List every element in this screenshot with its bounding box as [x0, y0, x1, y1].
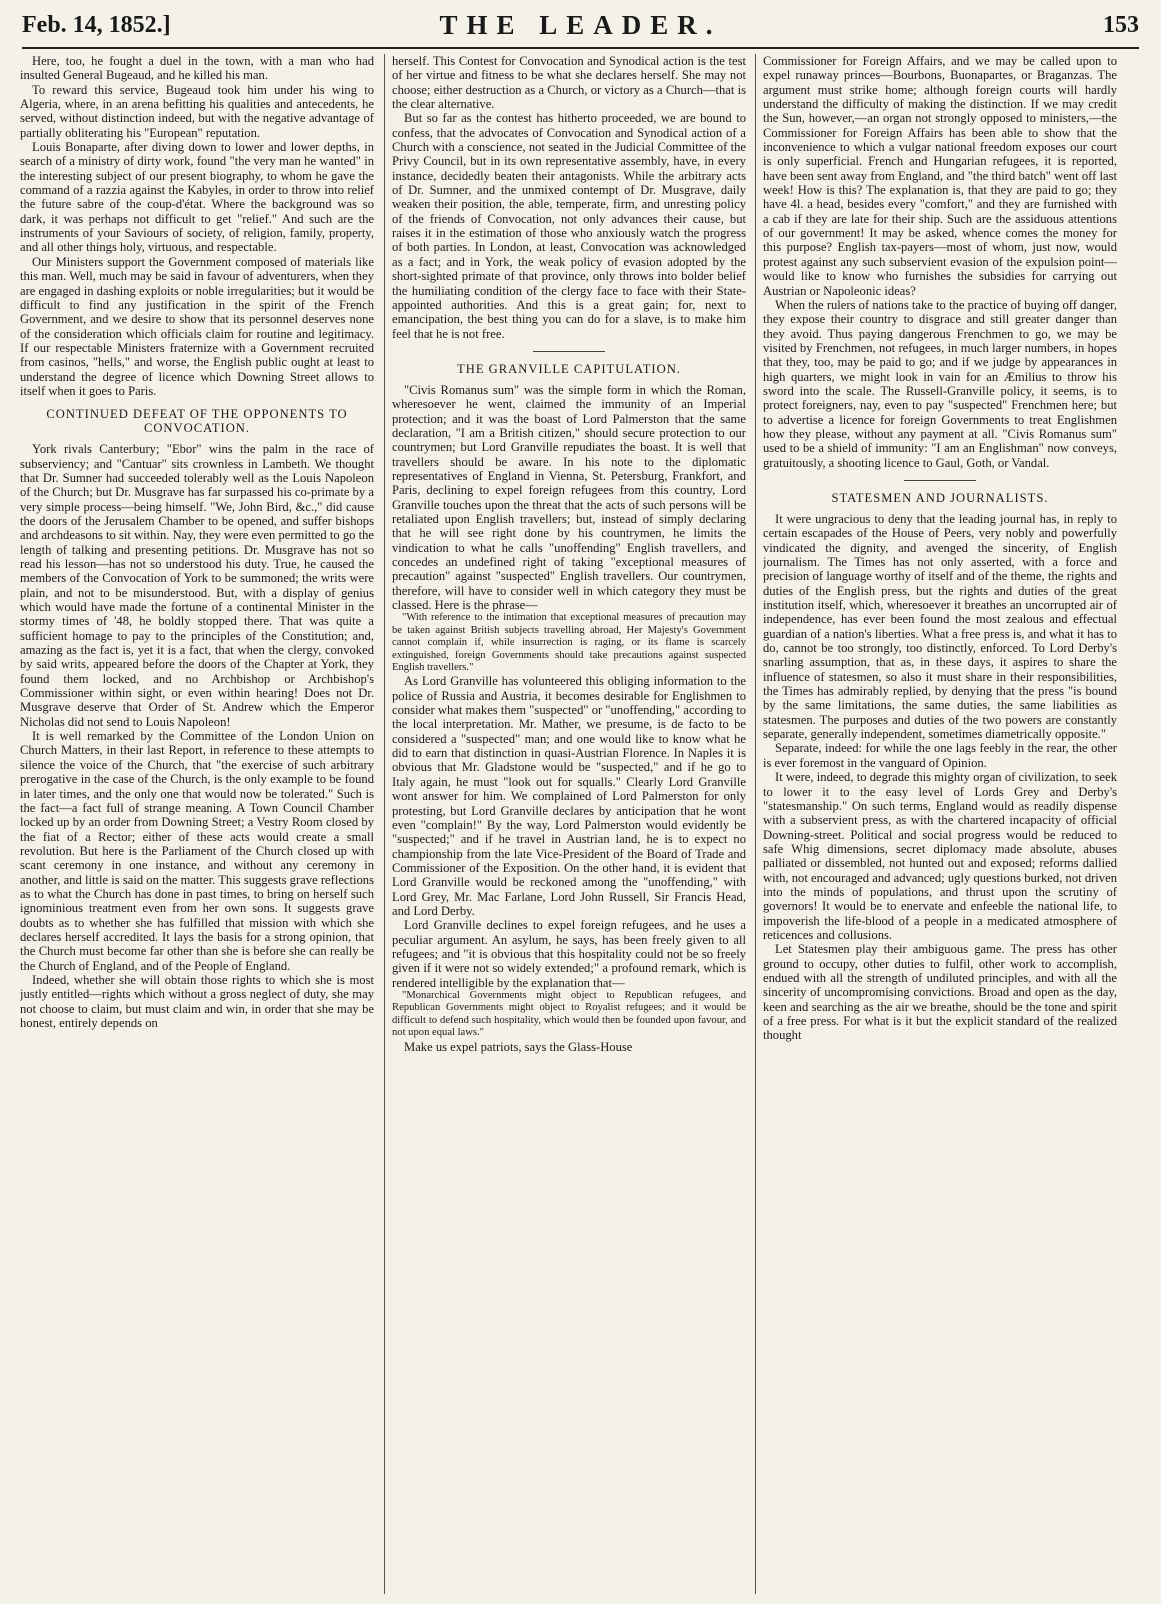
paragraph: It were, indeed, to degrade this mighty organ of civilization, to seek to lower it to the easy level of Lords Grey and Derby's "statesmanship." On such terms, England would as readily dispense with a subservient press, as with the chartered incapacity of official Downing-street. Political and social progress would be reduced to safe Whig dimensions, secret diplomacy made absolute, abuses palliated or dissembled, not hunted out and exposed; reforms dallied with, not encouraged and advanced; ugly questions burked, not driven into the minds of populations, and thrust upon the scrutiny of governors! It would be to enervate and enfeeble the national life, to impoverish the life-blood of a people in a medicated atmosphere of reticences and collusions.	[763, 770, 1117, 942]
block-quote	[392, 990, 746, 1040]
column-3	[763, 54, 1117, 1594]
page-header	[22, 10, 1139, 46]
section-divider	[904, 480, 976, 481]
paragraph: Here, too, he fought a duel in the town, with a man who had insulted General Bugeaud, and he killed his man.	[20, 54, 374, 83]
column-rule-1	[384, 54, 385, 1594]
paragraph: It is well remarked by the Committee of the London Union on Church Matters, in their last Report, in reference to these attempts to silence the voice of the Church, that "the exercise of such arbitrary prerogative in the case of the Church, is the only example to be found in later times, and the only one that would now be tolerated." Such is the fact—a fact full of strange meaning. A Town Council Chamber locked up by an order from Downing Street; a Vestry Room closed by the fiat of a Rector; either of these acts would create a small revolution. But here is the Parliament of the Church closed up with scant ceremony in one instance, and without any ceremony in another, and little is said on the matter. This suggests grave reflections as to what the Church has done in past times, to bring on herself such ignominious treatment even from her own sons. It suggests grave doubts as to whether she has fulfilled that mission with which she declares herself accredited. It lays the basis for a strong opinion, that the Church must become far other than she is before she can really be the Church of England, and of the People of England.	[20, 729, 374, 973]
paragraph: When the rulers of nations take to the practice of buying off danger, they expose their country to disgrace and still greater danger than they avoid. Thus paying dangerous Frenchmen to go, we may be visited by Frenchmen, not refugees, in much larger numbers, in hopes that they, too, may be paid to go; and if we judge by appearances in high quarters, we might look in vain for an Æmilius to throw his sword into the scale. The Russell-Granville policy, it seems, is to protect foreigners, nay, even to pay "suspected" Frenchmen here; but to advertise a licence for foreign Governments to treat Englishmen how they please, without any payment at all. "Civis Romanus sum" used to be a shield of immunity: "I am an Englishman" now conveys, gratuitously, a shooting licence to Gaul, Goth, or Vandal.	[763, 297, 1117, 470]
block-quote	[392, 612, 746, 674]
header-rule	[22, 47, 1139, 49]
paragraph: It were ungracious to deny that the leading journal has, in reply to certain escapades of the House of Peers, very nobly and powerfully vindicated the dignity, and avenged the sincerity, of English journalism. The Times has not only asserted, with a force and precision of language worthy of itself and of the theme, the rights and duties of the English press, but the rights and duties of the great institution itself, which, wheresoever it breathes an uncorrupted air of independence, has ever been found the most zealous and effectual guardian of a nation's liberties. What a free press is, and what it has to do, cannot be too strongly, too distinctly, enforced. To Lord Derby's snarling assumption, that as, in these days, it aspires to share the influence of statesmen, so also it must share in their responsibilities, the Times has admirably replied, by denying that the press "is bound by the same limitations, the same duties, the same liabilities as statesmen. The purposes and duties of the two powers are constantly separate, generally independent, sometimes diametrically opposite."	[763, 511, 1117, 742]
page-number: 153	[1103, 12, 1139, 38]
paragraph: Indeed, whether she will obtain those rights to which she is most justly entitled—rights which without a gross neglect of duty, she may not choose to claim, but must claim and win, in order that she may be honest, entirely depends on	[20, 972, 374, 1030]
paragraph: Lord Granville declines to expel foreign refugees, and he uses a peculiar argument. An asylum, he says, has been freely given to all refugees; and "it is obvious that this hospitality could not be so freely given if it were not so widely extended;" a profound remark, which is rendered intelligible by the explanation that—	[392, 918, 746, 990]
paragraph: "Civis Romanus sum" was the simple form in which the Roman, wheresoever he went, claimed the immunity of an Imperial protection; and it was the boast of Lord Palmerston that the same declaration, "I am a British citizen," should secure protection to our countrymen; but Lord Granville repudiates the boast. It is well that travellers should be aware. In his note to the diplomatic representatives of England in Vienna, St. Petersburg, Frankfort, and Paris, declining to expel foreign refugees from this country, Lord Granville touches upon the threat that the acts of such persons will be retaliated upon English travellers; but, instead of simply declaring that he will see right done by his countrymen, he limits the vindication to what he calls "unoffending" English travellers, and concedes an undefined right of taking "exceptional measures of precaution" against "suspected" English travellers. Our countrymen, therefore, will have to consider well in which category they must be classed. Here is the phrase—	[392, 382, 746, 613]
masthead-title: THE LEADER.	[439, 10, 722, 40]
paragraph: York rivals Canterbury; "Ebor" wins the palm in the race of subserviency; and "Cantuar" sits crownless in Lambeth. We thought that Dr. Sumner had succeeded tolerably well as the Louis Napoleon of the Church; but Dr. Musgrave has far surpassed his co-primate by a very simple process—being himself. "We, John Bird, &c.," did cause the doors of the Jerusalem Chamber to be opened, and suffer bishops and archdeasons to sit within. Nay, they were even permitted to go the length of talking and presenting petitions. Dr. Musgrave has not so read his lesson—has not so understood his duty. True, he caused the members of the Convocation of York to be summoned; the writs were plain, and not to be misunderstood. But, with a display of genius which would have made the fortune of a continental Minister in the stormy times of '48, he boldly stopped there. That was quite a sufficient homage to pay to the principles of the Constitution; and, amazing as the fact is, yet it is a fact, that when the clergy, convoked by said writs, appeared before the doors of the Chapter at York, they found them locked, and no Archbishop or Archbishop's Commissioner within sight, or even within hearing! Does not Dr. Musgrave deserve that Order of St. Andrew which the Emperor Nicholas did not send to Louis Napoleon!	[20, 442, 374, 729]
paragraph: Our Ministers support the Government composed of materials like this man. Well, much may be said in favour of adventurers, when they are engaged in dashing exploits or noble irregularities; but it would be difficult to find any justification in the spirit of the French Government, and we desire to show that its personnel deserves none of the consideration which officials claim for routine and legitimacy. If our respectable Ministers fraternize with a Government recruited from casinos, "hells," and worse, the English public ought at least to understand the degree of licence which Downing Street allows to itself when it goes to Paris.	[20, 254, 374, 398]
paragraph: To reward this service, Bugeaud took him under his wing to Algeria, where, in an arena befitting his qualities and antecedents, he served, without distinction indeed, but with the negative advantage of partially obliterating his "European" reputation.	[20, 82, 374, 140]
article-heading-statesmen: STATESMEN AND JOURNALISTS.	[831, 490, 1049, 505]
paragraph: herself. This Contest for Convocation and Synodical action is the test of her virtue and fitness to be what she declares herself. She may not choose; either destruction as a Church, or victory as a Church—that is the clear alternative.	[392, 54, 746, 112]
paragraph: Louis Bonaparte, after diving down to lower and lower depths, in search of a ministry of dirty work, found "the very man he wanted" in the interesting subject of our present biography, to whom he gave the command of a razzia against the Kabyles, in order to throw into relief the future sabre of the coup-d'état. Where the background was so dark, it was perhaps not difficult to get "relief." And such are the instruments of your Saviours of society, of religion, family, property, and all other things holy, virtuous, and respectable.	[20, 140, 374, 255]
paragraph: Separate, indeed: for while the one lags feebly in the rear, the other is ever foremost in the vanguard of Opinion.	[763, 741, 1117, 770]
paragraph: As Lord Granville has volunteered this obliging information to the police of Russia and Austria, it becomes desirable for Englishmen to consider what makes them "suspected" or "unoffending," according to the local interpretation. Mr. Mather, we presume, is de facto to be considered a "suspected" man; and one would like to know what he did to earn that distinction in quasi-Austrian Florence. In Naples it is obvious that Mr. Gladstone would be "suspected," and if he go to Italy again, he must "look out for squalls." Clearly Lord Granville wont answer for him. We complained of Lord Palmerston for only protesting, but Lord Granville declares by anticipation that he wont even "complain!" By the way, Lord Palmerston would evidently be "suspected;" and if he travel in Austrian land, he is to expect no championship from the late Vice-President of the Board of Trade and Commissioner of the Exposition. On the other hand, it is evident that Lord Granville would be reckoned among the "unoffending," with Lord Grey, Mr. Mac Farlane, Lord John Russell, Sir Francis Head, and Lord Derby.	[392, 674, 746, 918]
article-heading-convocation: CONTINUED DEFEAT OF THE OPPONENTS TO CONVOCATION.	[46, 407, 348, 436]
paragraph: Commissioner for Foreign Affairs, and we may be called upon to expel runaway princes—Bourbons, Buonapartes, or Braganzas. The argument must strike home; although foreign courts will hardly understand the difficulty of making the distinction. If we may credit the Sun, however,—an organ not strongly opposed to ministers,—the Commissioner for Foreign Affairs has been able to show that the inconvenience to which a vulgar national freedom exposes our court is only superficial. French and Hungarian refugees, it is reported, have been sent away from England, and "the third batch" went off last week! How is this? The explanation is, that they are paid to go; they have 4l. a head, besides every "comfort," and they are furnished with a cab if they are late for their ship. Such are the assiduous attentions of our government! It may be asked, whence comes the money for this purpose? English tax-payers—most of whom, just now, would protest against any such subservient evasion of the expulsion point—would like to know who furnishes the subsidies for carrying out Austrian or Napoleonic ideas?	[763, 54, 1117, 298]
column-2	[392, 54, 746, 1594]
paragraph: Make us expel patriots, says the Glass-House	[404, 1039, 633, 1054]
article-heading-granville: THE GRANVILLE CAPITULATION.	[457, 361, 681, 376]
column-1	[20, 54, 374, 1594]
section-divider	[533, 351, 605, 352]
quote-text: "Monarchical Governments might object to Republican refugees, and Republican Governments might object to Royalist refugees; and it would be difficult to defend such hospitality, which would then be founded upon favour, and not upon equal laws."	[392, 989, 746, 1039]
paragraph: But so far as the contest has hitherto proceeded, we are bound to confess, that the advocates of Convocation and Synodical action of a Church with a conscience, not seated in the Judicial Committee of the Privy Council, but in its own representative assembly, have, in every instance, decidedly beaten their antagonists. While the arbitrary acts of Dr. Sumner, and the unmixed contempt of Dr. Musgrave, daily weaken their position, the able, temperate, firm, and unresting policy of the friends of Convocation, not only advances their cause, but raises it in the estimation of those who anxiously watch the progress of both parties. In London, at least, Convocation was acknowledged as a fact; and in York, the weak policy of evasion adopted by the short-sighted primate of that province, only throws into bolder belief the humiliating condition of the clergy face to face with their State-appointed authorities. And this is a great gain; for, next to emancipation, the best thing you can do for a slave, is to make him feel that he is not free.	[392, 111, 746, 341]
column-rule-2	[755, 54, 756, 1594]
quote-text: "With reference to the intimation that exceptional measures of precaution may be taken against British subjects travelling abroad, Her Majesty's Government cannot complain if, while insurrection is raging, or its flame is scarcely extinguished, foreign Governments should take precautions against suspected English travellers."	[392, 612, 746, 673]
paragraph: Let Statesmen play their ambiguous game. The press has other ground to occupy, other duties to fulfil, other work to accomplish, endued with all the strength of undiluted principles, and with all the sincerity of uncompromising convictions. Broad and open as the day, keen and searching as the air we breathe, should be the tone and spirit of a free press. For what is it but the explicit standard of the realized thought	[763, 942, 1117, 1043]
issue-date: Feb. 14, 1852.]	[22, 12, 171, 38]
